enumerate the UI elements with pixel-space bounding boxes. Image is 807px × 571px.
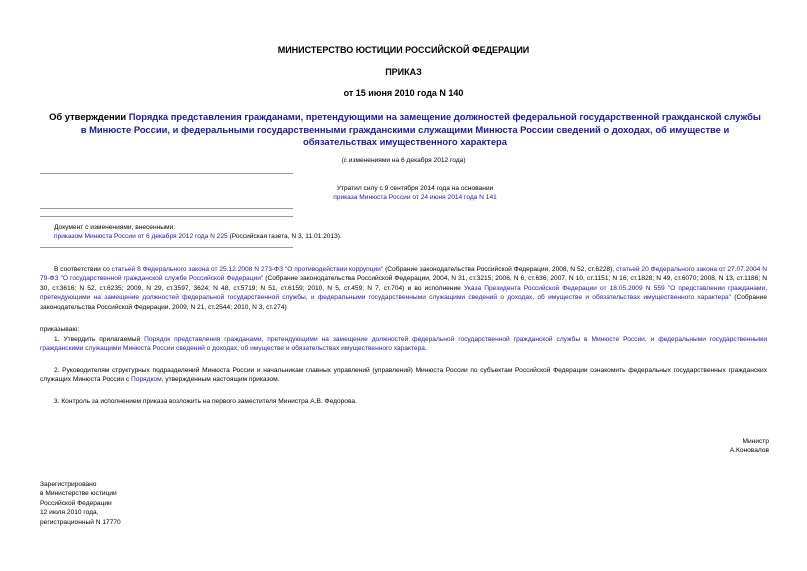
- divider: [40, 173, 293, 174]
- signature-block: [730, 437, 769, 456]
- registration-line: 12 июля 2010 года,: [40, 509, 99, 517]
- order-word: приказываю:: [40, 326, 80, 333]
- amendment-source: (Российская газета, N 3, 11.01.2013).: [227, 233, 342, 241]
- item-text: 1. Утвердить прилагаемый: [54, 336, 145, 343]
- order-item-2: [40, 366, 767, 385]
- expired-note: [295, 184, 535, 203]
- expired-text: Утратил силу с 9 сентября 2014 года на основании: [336, 185, 494, 192]
- registration-block: [40, 480, 121, 527]
- item-text: .: [424, 345, 427, 353]
- divider: [40, 208, 293, 209]
- signatory-name: А.Коновалов: [729, 447, 769, 455]
- procedure-short-link[interactable]: Порядком: [131, 376, 162, 384]
- amendments-label: Документ с изменениями, внесенными:: [54, 224, 176, 231]
- ministry-heading: МИНИСТЕРСТВО ЮСТИЦИИ РОССИЙСКОЙ ФЕДЕРАЦИИ: [277, 45, 530, 55]
- date-number-heading: от 15 июня 2010 года N 140: [343, 88, 464, 98]
- law-79-link[interactable]: статьей 20 Федерального закона от 27.07.2004 N 79-ФЗ "О государственной гражданской службе Российской Федерации": [40, 266, 767, 283]
- preamble-text: (Собрание законодательства Российской Федерации, 2009, N 21, ст.2544; 2010, N 3, ст.274): [40, 294, 768, 311]
- preamble-paragraph: [40, 265, 767, 312]
- registration-line: в Министерстве юстиции: [40, 490, 117, 498]
- document-title: [45, 111, 765, 149]
- doc-type-heading: ПРИКАЗ: [385, 67, 422, 77]
- registration-line: Российской Федерации: [40, 499, 112, 507]
- item-text: , утвержденным настоящим приказом.: [161, 376, 280, 384]
- law-273-link[interactable]: статьей 8 Федерального закона от 25.12.2008 N 273-ФЗ "О противодействии коррупции": [111, 266, 384, 273]
- title-prefix: Об утверждении: [49, 111, 129, 122]
- item-text: 2. Руководителям структурных подразделений Минюста России и начальникам главных управлений (управлений) Минюста России по субъектам Российской Федерации ознакомить федеральных государственных гражданских служащих Минюста России с: [40, 367, 767, 384]
- order-item-1: [40, 335, 767, 354]
- divider: [40, 216, 293, 217]
- preamble-text: (Собрание законодательства Российской Федерации, 2004, N 31, ст.3215; 2006, N 6, ст.636; 2007, N 10, ст.1151; N 16, ст.1828; N 49, ст.6070; 2008, N 13, ст.1186; N 30, ст.3616; N 52, ст.6235; 2009, N 29, ст.3597, 3624; N 48, ст.5719; N 51, ст.6159; 2010, N 5, ст.459; N 7, ст.704) и во исполнение: [40, 275, 767, 292]
- amendment-order-link[interactable]: приказом Минюста России от 6 декабря 2012 года N 225: [54, 233, 228, 241]
- amendments-note: [54, 223, 414, 242]
- registration-line: регистрационный N 17770: [40, 518, 121, 526]
- decree-559-link[interactable]: Указа Президента Российской Федерации от 18.05.2009 N 559 "О представлении гражданами, претендующими на замещение должностей федеральной государственной службы, и федеральными государственными служащими сведений о доходах, об имуществе и обязательствах имущественного характера": [40, 284, 767, 302]
- order-item-3: 3. Контроль за исполнением приказа возложить на первого заместителя Министра А.В. Федорова.: [54, 398, 357, 405]
- divider: [40, 247, 293, 248]
- changes-note: (с изменениями на 6 декабря 2012 года): [341, 157, 466, 164]
- preamble-text: В соответствии со: [54, 266, 112, 273]
- procedure-link[interactable]: Порядок представления гражданами, претендующими на замещение должностей федеральной государственной гражданской службы в Минюсте России, и федеральными государственными гражданскими служащими Минюста России сведений о доходах, об имуществе и обязательствах имущественного характера: [40, 336, 768, 353]
- title-order-link[interactable]: Порядка представления гражданами, претендующими на замещение должностей федеральной государственной гражданской службы в Минюсте России, и федеральными государственными гражданскими служащими Минюста России сведений о доходах, об имуществе и обязательствах имущественного характера: [80, 111, 761, 148]
- signatory-position: Министр: [742, 438, 769, 445]
- preamble-text: (Собрание законодательства Российской Федерации, 2008, N 52, ст.6228),: [383, 266, 616, 273]
- registration-line: Зарегистрировано: [40, 481, 97, 488]
- expired-order-link[interactable]: приказа Минюста России от 24 июня 2014 года N 141: [333, 194, 497, 202]
